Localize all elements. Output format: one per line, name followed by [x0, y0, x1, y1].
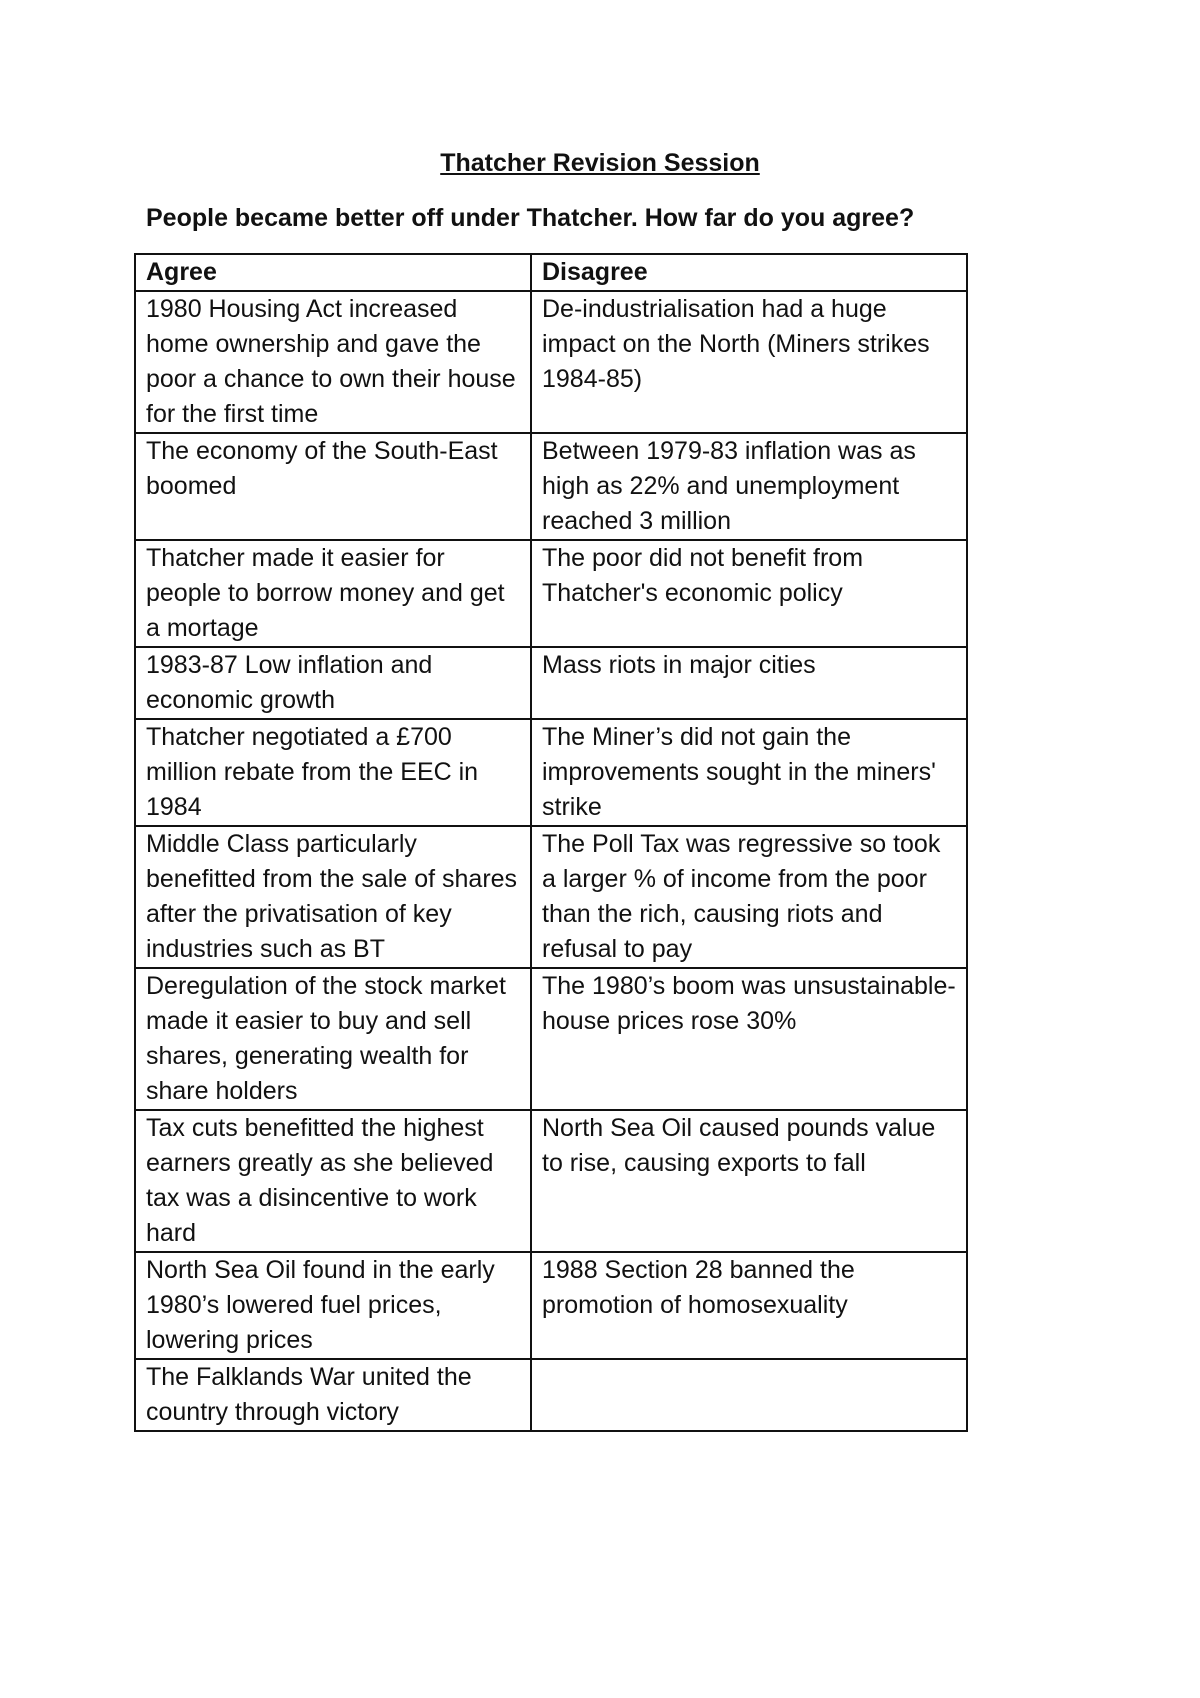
table-row — [135, 1359, 967, 1431]
table-row — [135, 291, 967, 433]
agree-cell: The economy of the South-East boomed — [135, 433, 531, 540]
disagree-cell: The 1980’s boom was unsustainable- house prices rose 30% — [531, 968, 967, 1110]
table-row — [135, 1252, 967, 1359]
agree-disagree-table — [134, 253, 968, 1432]
agree-cell: The Falklands War united the country through victory — [135, 1359, 531, 1431]
disagree-cell: Between 1979-83 inflation was as high as 22% and unemployment reached 3 million — [531, 433, 967, 540]
disagree-cell: The Miner’s did not gain the improvements sought in the miners' strike — [531, 719, 967, 826]
disagree-cell — [531, 1359, 967, 1431]
page-title: Thatcher Revision Session — [440, 149, 760, 177]
disagree-cell: De-industrialisation had a huge impact on the North (Miners strikes 1984-85) — [531, 291, 967, 433]
agree-cell: Thatcher negotiated a £700 million rebate from the EEC in 1984 — [135, 719, 531, 826]
agree-cell: Thatcher made it easier for people to borrow money and get a mortage — [135, 540, 531, 647]
agree-cell: Middle Class particularly benefitted from the sale of shares after the privatisation of key industries such as BT — [135, 826, 531, 968]
table-row — [135, 540, 967, 647]
table-row — [135, 647, 967, 719]
agree-cell: North Sea Oil found in the early 1980’s lowered fuel prices, lowering prices — [135, 1252, 531, 1359]
disagree-cell: The poor did not benefit from Thatcher's economic policy — [531, 540, 967, 647]
disagree-column-header: Disagree — [531, 254, 967, 291]
disagree-cell: The Poll Tax was regressive so took a larger % of income from the poor than the rich, causing riots and refusal to pay — [531, 826, 967, 968]
agree-cell: Tax cuts benefitted the highest earners greatly as she believed tax was a disincentive to work hard — [135, 1110, 531, 1252]
table-row — [135, 719, 967, 826]
table-row — [135, 826, 967, 968]
disagree-cell: 1988 Section 28 banned the promotion of homosexuality — [531, 1252, 967, 1359]
table-row — [135, 433, 967, 540]
agree-cell: 1983-87 Low inflation and economic growth — [135, 647, 531, 719]
agree-cell: Deregulation of the stock market made it easier to buy and sell shares, generating wealth for share holders — [135, 968, 531, 1110]
table-row — [135, 1110, 967, 1252]
table-header-row — [135, 254, 967, 291]
disagree-cell: North Sea Oil caused pounds value to rise, causing exports to fall — [531, 1110, 967, 1252]
agree-cell: 1980 Housing Act increased home ownership and gave the poor a chance to own their house for the first time — [135, 291, 531, 433]
table-row — [135, 968, 967, 1110]
disagree-cell: Mass riots in major cities — [531, 647, 967, 719]
essay-question: People became better off under Thatcher. How far do you agree? — [146, 204, 915, 232]
agree-column-header: Agree — [135, 254, 531, 291]
